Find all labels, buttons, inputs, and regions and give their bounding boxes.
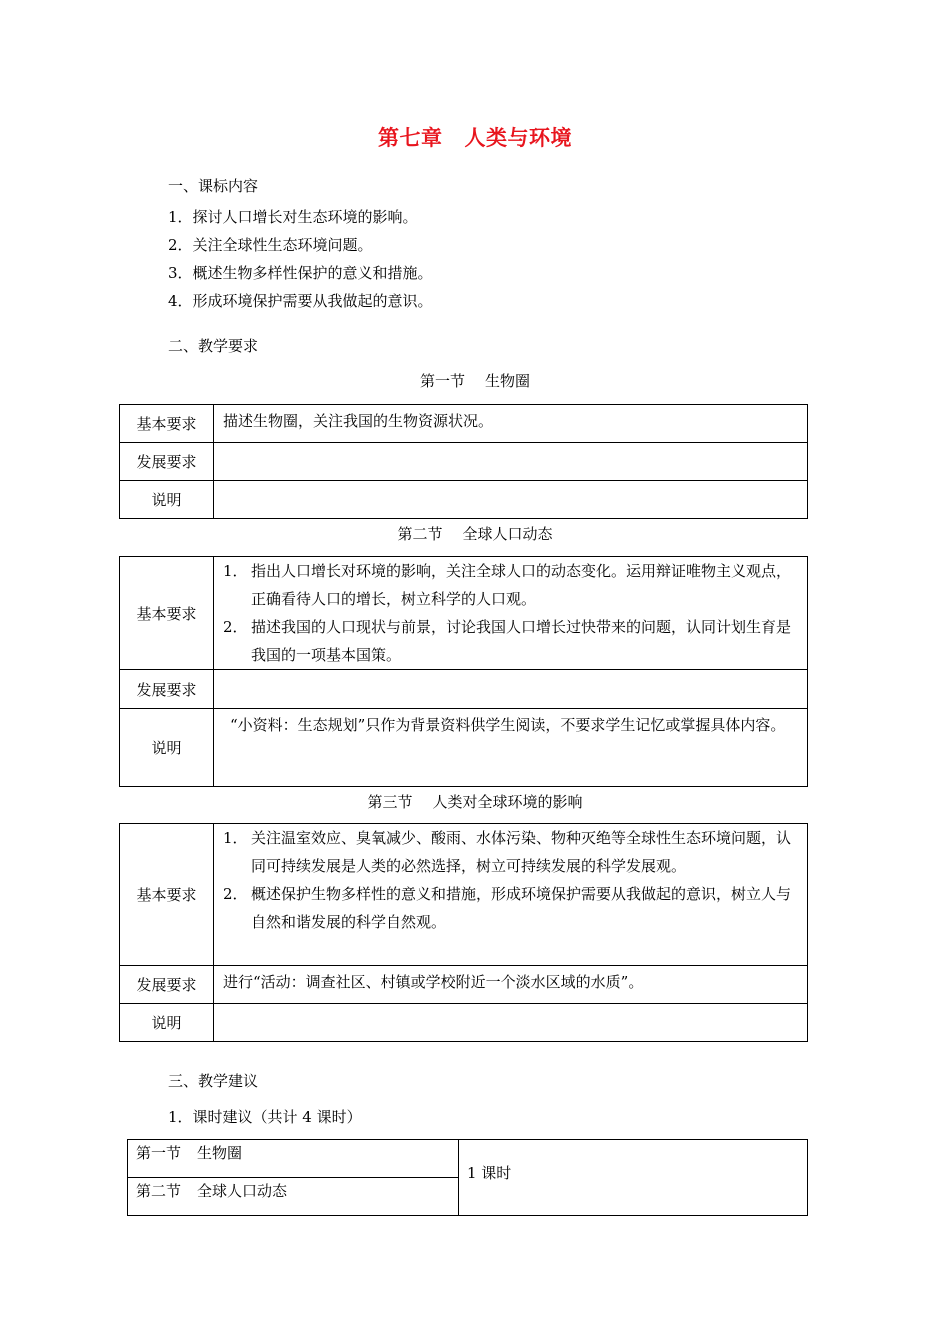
class-hours-subheading: 1．课时建议（共计 4 课时） bbox=[168, 1108, 362, 1126]
develop-content bbox=[214, 443, 808, 481]
basic-content bbox=[214, 405, 808, 443]
lesson-name: 人类对全球环境的影响 bbox=[432, 793, 583, 811]
requirement-item: 2． 概述保护生物多样性的意义和措施，形成环境保护需要从我做起的意识，树立人与自然和谐发展的科学自然观。 bbox=[223, 885, 792, 931]
standard-item: 3．概述生物多样性保护的意义和措施。 bbox=[168, 264, 433, 282]
requirements-table bbox=[119, 556, 808, 787]
note-label: 说明 bbox=[120, 1004, 214, 1042]
lesson-number: 第一节 bbox=[419, 372, 465, 390]
hours-value: 1 课时 bbox=[467, 1164, 512, 1182]
chapter-name: 人类与环境 bbox=[464, 125, 572, 150]
hours-lesson-cell bbox=[128, 1178, 459, 1216]
requirements-table bbox=[119, 404, 808, 519]
requirement-item: 1． 关注温室效应、臭氧减少、酸雨、水体污染、物种灭绝等全球性生态环境问题，认同可持续发展是人类的必然选择，树立可持续发展的科学发展观。 bbox=[223, 829, 792, 875]
note-content bbox=[214, 709, 808, 787]
develop-content bbox=[214, 966, 808, 1004]
basic-content bbox=[214, 557, 808, 670]
hours-lesson-name: 第一节 生物圈 bbox=[136, 1144, 243, 1162]
lesson-number: 第二节 bbox=[397, 525, 443, 543]
section-heading-requirements: 二、教学要求 bbox=[168, 337, 259, 355]
basic-text: 描述生物圈，关注我国的生物资源状况。 bbox=[223, 412, 494, 430]
section-heading-suggestions: 三、教学建议 bbox=[168, 1072, 259, 1090]
hours-lesson-name: 第二节 全球人口动态 bbox=[136, 1182, 288, 1200]
lesson-name: 生物圈 bbox=[485, 372, 531, 390]
develop-label: 发展要求 bbox=[120, 443, 214, 481]
note-label: 说明 bbox=[120, 481, 214, 519]
chapter-number: 第七章 bbox=[378, 125, 443, 150]
requirement-item: 2． 描述我国的人口现状与前景，讨论我国人口增长过快带来的问题，认同计划生育是我国的一项基本国策。 bbox=[223, 618, 792, 664]
requirements-table bbox=[119, 823, 808, 1042]
basic-label: 基本要求 bbox=[120, 405, 214, 443]
develop-label: 发展要求 bbox=[120, 966, 214, 1004]
basic-label: 基本要求 bbox=[120, 557, 214, 670]
lesson-title bbox=[0, 791, 950, 812]
lesson-title bbox=[0, 370, 950, 391]
requirement-item: 1． 指出人口增长对环境的影响，关注全球人口的动态变化。运用辩证唯物主义观点，正确看待人口的增长，树立科学的人口观。 bbox=[223, 562, 792, 608]
class-hours-table bbox=[127, 1139, 808, 1216]
basic-label: 基本要求 bbox=[120, 824, 214, 966]
note-text: “小资料：生态规划”只作为背景资料供学生阅读，不要求学生记忆或掌握具体内容。 bbox=[230, 716, 786, 734]
section-heading-standards: 一、课标内容 bbox=[168, 177, 259, 195]
lesson-number: 第三节 bbox=[367, 793, 413, 811]
lesson-name: 全球人口动态 bbox=[462, 525, 553, 543]
standard-item: 2．关注全球性生态环境问题。 bbox=[168, 236, 373, 254]
develop-text: 进行“活动：调查社区、村镇或学校附近一个淡水区域的水质”。 bbox=[223, 973, 644, 991]
hours-lesson-cell bbox=[128, 1140, 459, 1178]
note-content bbox=[214, 481, 808, 519]
note-label: 说明 bbox=[120, 709, 214, 787]
standard-item: 1．探讨人口增长对生态环境的影响。 bbox=[168, 208, 418, 226]
develop-content bbox=[214, 670, 808, 709]
lesson-title bbox=[0, 523, 950, 544]
note-content bbox=[214, 1004, 808, 1042]
basic-content bbox=[214, 824, 808, 966]
chapter-title bbox=[0, 122, 950, 152]
standard-item: 4．形成环境保护需要从我做起的意识。 bbox=[168, 292, 433, 310]
develop-label: 发展要求 bbox=[120, 670, 214, 709]
hours-value-cell bbox=[459, 1140, 808, 1216]
